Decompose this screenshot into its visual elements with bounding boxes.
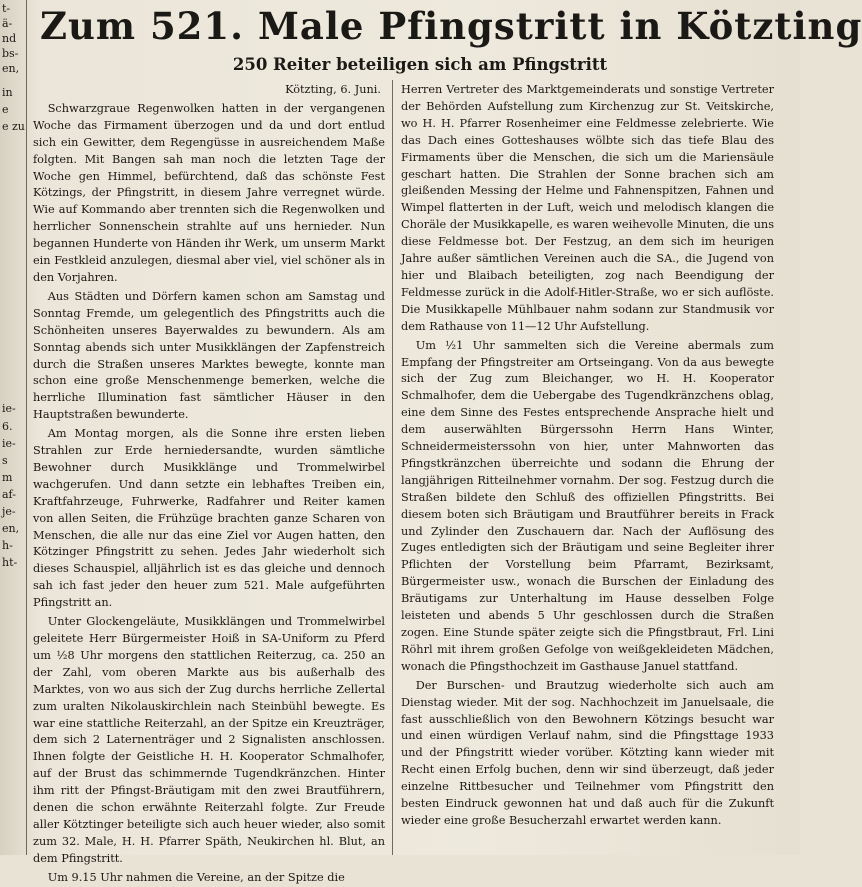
margin-fragment: en,	[2, 62, 20, 75]
margin-fragment: je-	[2, 505, 16, 518]
margin-fragment: t-	[2, 2, 11, 15]
paragraph: Um 9.15 Uhr nahmen die Vereine, an der Spitze die	[47, 870, 345, 884]
paragraph: Schwarzgraue Regenwolken hatten in der vergangenen Woche das Firmament überzogen und da und dort entlud sich ein Gewitter, dem Regengüsse in ausreichendem Maße folgten. Mit Bangen sah man noch die letzten Tage der Woche gen Himmel, befürchtend, daß das schönste Fest Kötzings, der Pfingstritt, in diesem Jahre verregnet würde. Wie auf Kommando aber trennten sich die Regenwolken und herrlicher Sonnenschein strahlte auf uns hernieder. Nun begannen Hunderte von Händen ihr Werk, um unserm Markt ein Festkleid anzulegen, diesmal aber viel, viel schöner als in den Vorjahren.	[33, 101, 385, 284]
article-headline: Zum 521. Male Pfingstritt in Kötzting	[40, 4, 862, 48]
column-divider	[392, 80, 393, 855]
margin-fragment: ä-	[2, 17, 13, 30]
paragraph: Herren Vertreter des Marktgemeinderats und sonstige Vertreter der Behörden Aufstellung zum Kirchenzug zur St. Veitskirche, wo H. H. Pfarrer Rosenheimer eine Feldmesse zelebrierte. Wie das Dach eines Gotteshauses wölbte sich das tiefe Blau des Firmaments über die Menschen, die sich um die Mariensäule geschart hatten. Die Strahlen der Sonne brachen sich am gleißenden Messing der Helme und Fahnenspitzen, Fahnen und Wimpel flatterten in der Luft, weich und melodisch klangen die Choräle der Musikkapelle, es waren weihevolle Minuten, die uns diese Feldmesse bot. Der Festzug, an dem sich im heurigen Jahre außer sämtlichen Vereinen auch die SA., die Jugend von hier und Blaibach beteiligten, zog nach Beendigung der Feldmesse zurück in die Adolf-Hitler-Straße, wo er sich auflöste. Die Musikkapelle Mühlbauer nahm sodann zur Standmusik vor dem Rathause von 11—12 Uhr Aufstellung.	[401, 83, 774, 333]
article-column-left	[33, 82, 385, 884]
paragraph: Um ½1 Uhr sammelten sich die Vereine abermals zum Empfang der Pfingstreiter am Ortseingang. Von da aus bewegte sich der Zug zum Bleichanger, wo H. H. Kooperator Schmalhofer, dem die Uebergabe des Tugendkränzchens oblag, eine dem Sinne des Festes entsprechende Ansprache hielt und dem auserwählten Bürgerssohn Herrn Hans Winter, Schneidermeisterssohn von hier, unter Mahnworten das Pfingstkränzchen überreichte und sodann die Ehrung der langjährigen Ritteilnehmer vornahm. Der sog. Festzug durch die Straßen bildete den Schluß des offiziellen Pfingstritts. Bei diesem boten sich Bräutigam und Brautführer bereits in Frack und Zylinder den Zuschauern dar. Nach der Auflösung des Zuges entledigten sich der Bräutigam und seine Begleiter ihrer Pflichten der Vorstellung beim Pfarramt, Bezirksamt, Bürgermeister usw., wonach die Burschen der Einladung des Bräutigams zur Unterhaltung im Hause desselben Folge leisteten und abends 5 Uhr geschlossen durch die Straßen zogen. Eine Stunde später zeigte sich die Pfingstbraut, Frl. Lini Röhrl mit ihrem großen Gefolge von weißgekleideten Mädchen, wonach die Pfingsthochzeit im Gasthause Januel stattfand.	[401, 338, 774, 673]
paragraph: Am Montag morgen, als die Sonne ihre ersten lieben Strahlen zur Erde herniedersandte, wurden sämtliche Bewohner durch Musikklänge und Trommelwirbel wachgerufen. Und dann setzte ein lebhaftes Treiben ein, Kraftfahrzeuge, Fuhrwerke, Radfahrer und Reiter kamen von allen Seiten, die Frühzüge brachten ganze Scharen von Menschen, die alle nur das eine Ziel vor Augen hatten, den Kötzinger Pfingstritt zu sehen. Jedes Jahr wiederholt sich dieses Schauspiel, alljährlich ist es das gleiche und dennoch sah ich fast jeder den heuer zum 521. Male aufgeführten Pfingstritt an.	[33, 427, 385, 610]
paragraph: Unter Glockengeläute, Musikklängen und Trommelwirbel geleitete Herr Bürgermeister Hoiß in SA-Uniform zu Pferd um ½8 Uhr morgens den stattlichen Reiterzug, ca. 250 an der Zahl, vom oberen Markte aus bis außerhalb des Marktes, von wo aus sich der Zug durchs herrliche Zellertal zum uralten Nikolauskirchlein nach Steinbühl bewegte. Es war eine stattliche Reiterzahl, an der Spitze ein Kreuzträger, dem sich 2 Laternenträger und 2 Signalisten anschlossen. Ihnen folgte der Geistliche H. H. Kooperator Schmalhofer, auf der Brust das schimmernde Tugendkränzchen. Hinter ihm ritt der Pfingst-Bräutigam mit den zwei Brautführern, denen die schon erwähnte Reiterzahl folgte. Zur Freude aller Kötztinger beteiligte sich auch heuer wieder, also somit zum 32. Male, H. H. Pfarrer Späth, Neukirchen hl. Blut, an dem Pfingstritt.	[33, 615, 385, 865]
margin-fragment: ie-	[2, 402, 16, 415]
margin-fragment: h-	[2, 539, 13, 552]
margin-fragment: 6.	[2, 420, 13, 433]
margin-fragment: e	[2, 103, 9, 116]
margin-fragment: bs-	[2, 47, 19, 60]
article-column-right	[401, 82, 774, 852]
margin-fragment: e zu	[2, 120, 25, 133]
article-subheadline: 250 Reiter beteiligen sich am Pfingstritt	[232, 55, 608, 74]
margin-fragment: in	[2, 86, 13, 99]
margin-fragment: en,	[2, 522, 20, 535]
dateline: Kötzting, 6. Juni.	[285, 83, 381, 96]
margin-fragment: m	[2, 471, 13, 484]
paragraph: Aus Städten und Dörfern kamen schon am Samstag und Sonntag Fremde, um gelegentlich des Pfingstritts auch die Schönheiten unseres Bayerwaldes zu bewundern. Als am Sonntag abends sich unter Musikklängen der Zapfenstreich durch die Straßen unseres Marktes bewegte, konnte man schon eine große Menschenmenge bemerken, welche die herrliche Illumination fast sämtlicher Häuser in den Hauptstraßen bewunderte.	[33, 289, 385, 422]
margin-fragment: s	[2, 454, 8, 467]
margin-fragment: ht-	[2, 556, 18, 569]
paragraph: Der Burschen- und Brautzug wiederholte sich auch am Dienstag wieder. Mit der sog. Nachhochzeit im Januelsaale, die fast ausschließlich von den Bewohnern Kötzings besucht war und einen würdigen Verlauf nahm, sind die Pfingsttage 1933 und der Pfingstritt wieder vorüber. Kötzting kann wieder mit Recht einen Erfolg buchen, denn wir sind überzeugt, daß jeder einzelne Rittbesucher und Teilnehmer vom Pfingstritt den besten Eindruck gewonnen hat und daß auch für die Zukunft wieder eine große Besucherzahl erwartet werden kann.	[401, 678, 774, 827]
margin-fragment: af-	[2, 488, 16, 501]
margin-fragment: nd	[2, 32, 17, 45]
margin-fragment: ie-	[2, 437, 16, 450]
adjacent-column-fragment	[0, 0, 27, 855]
